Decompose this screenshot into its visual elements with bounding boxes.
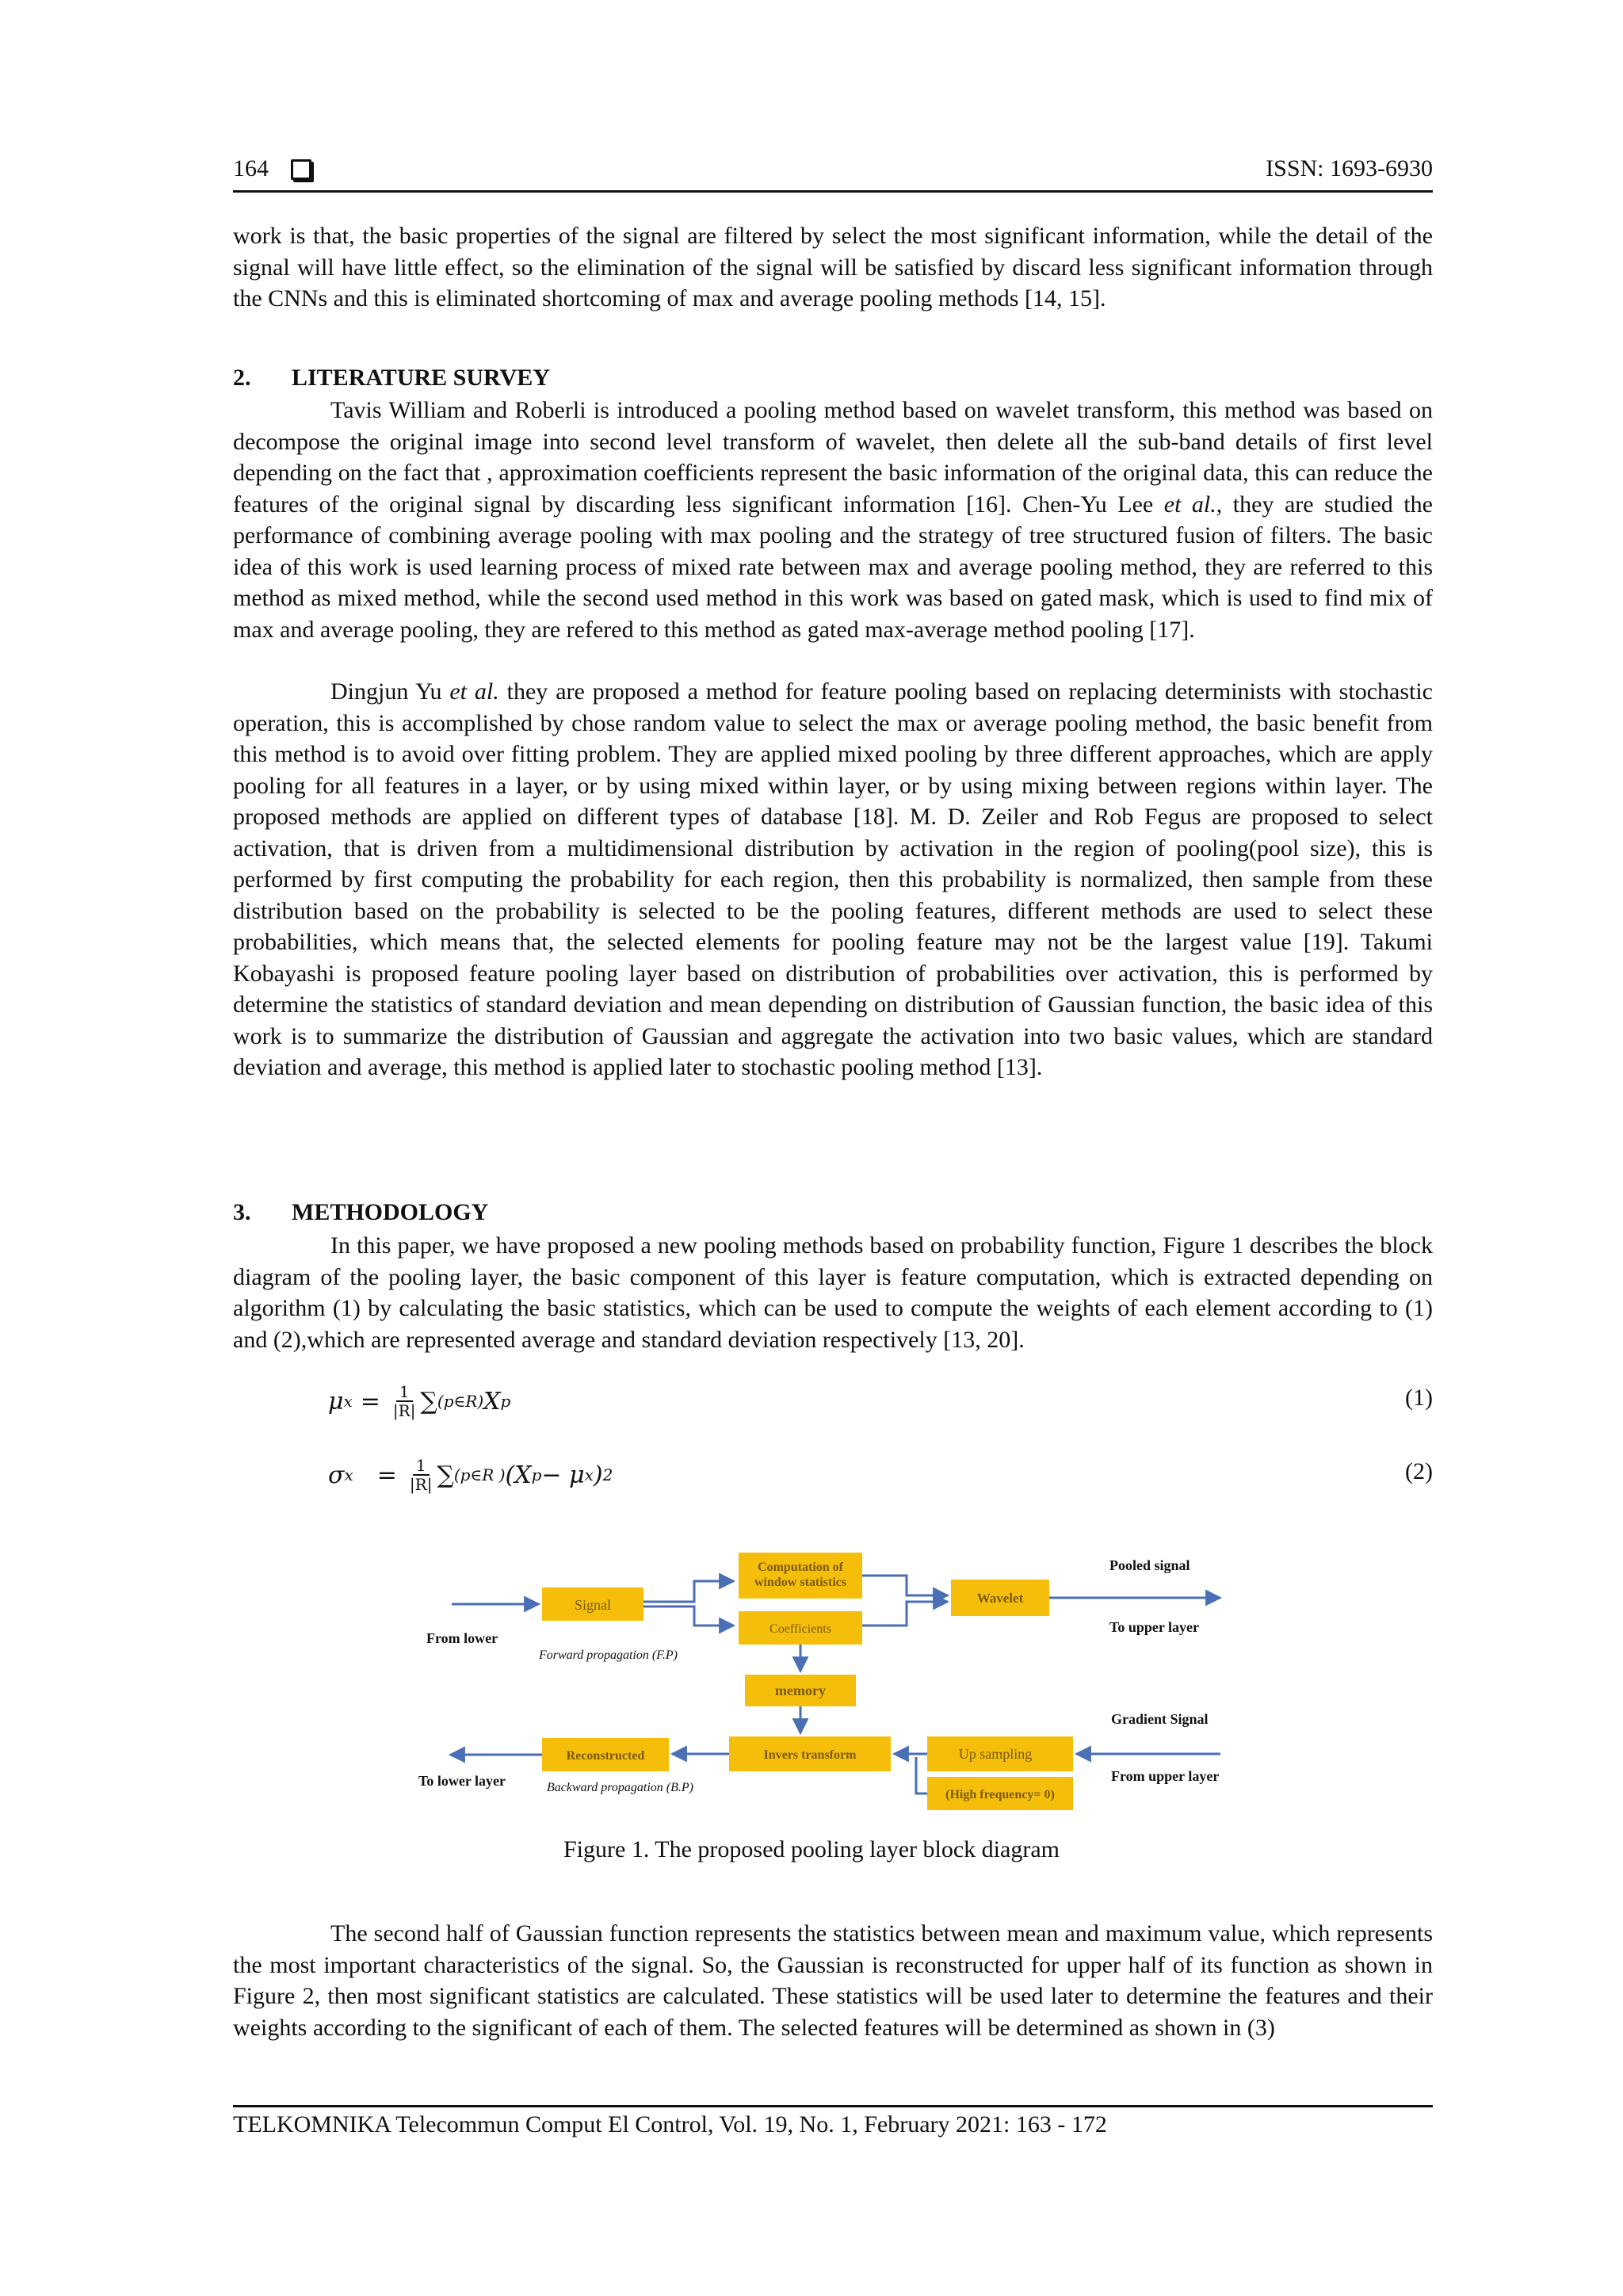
page-header-left [233,155,311,182]
forward-propagation-label: Forward propagation (F.P) [539,1648,678,1662]
coefficients-label: Coefficients [769,1622,831,1636]
figure-1-caption: Figure 1. The proposed pooling layer block diagram [563,1836,1060,1862]
footer-rule [233,2105,1433,2107]
text-run: , they are studied the performance of combining average pooling with max pooling and the strategy of tree structured fusion of filters. The basic idea of this work is used learning process of mixed rate between max and average pooling method, they are referred to this method as mixed method, while the second used method in this work was based on gated mask, which is used to find mix of max and average pooling, they are refered to this method as gated max-average method pooling [17]. [233,491,1433,643]
section-3-number: 3. [233,1199,251,1225]
eq-term: (X [505,1461,532,1489]
eq-sub: x [584,1465,594,1484]
pooled-signal-label: Pooled signal [1109,1557,1190,1573]
equation-2 [233,1447,1433,1503]
equation-1-formula [328,1373,510,1429]
arrow-high-to-inverse [916,1757,927,1794]
wavelet-label: Wavelet [976,1591,1024,1606]
section-3-title: METHODOLOGY [292,1199,489,1225]
eq-term: − μ [541,1461,585,1489]
section-2-number: 2. [233,365,251,391]
eq-equals: = [376,1461,397,1489]
header-rule [233,190,1433,193]
computation-label-line1: Computation of [757,1561,844,1574]
eq-term: ) [593,1461,603,1489]
reconstructed-label: Reconstructed [566,1749,645,1763]
text-run-italic: et al. [1163,491,1216,518]
eq-symbol: μ [328,1387,344,1415]
checkbox-icon [291,159,311,180]
equation-1 [233,1373,1433,1429]
eq-sub: p [500,1392,511,1411]
section-3-paragraph-1: In this paper, we have proposed a new pooling methods based on probability function, Figure 1 describes the block diagram of the pooling layer, the basic component of this layer is feature computation, which is extracted depending on algorithm (1) by calculating the basic statistics, which can be used to compute the weights of each element according to (1) and (2),which are represented average and standard deviation respectively [13, 20]. [233,1232,1433,1353]
text-run: they are proposed a method for feature pooling based on replacing determinists with stochastic operation, this is accomplished by chose random value to select the max or average pooling method, the basic benefit from this method is to avoid over fitting problem. They are applied mixed pooling by three different approaches, which are apply pooling for all features in a layer, or by using mixed within layer, or by using mixing between regions within layer. The proposed methods are applied on different types of database [18]. M. D. Zeiler and Rob Fegus are proposed to select activation, that is driven from a multidimensional distribution by activation in the region of pooling(pool size), this is performed by first computing the probability for each region, then this probability is normalized, then sample from these distribution based on the probability is selected to be the pooling features, different methods are used to select these probabilities, which means that, the selected elements for pooling feature may not be the largest value [19]. Takumi Kobayashi is proposed feature pooling layer based on distribution of probabilities over activation, this is performed by determine the statistics of standard deviation and mean depending on distribution of Gaussian function, the basic idea of this work is to summarize the distribution of Gaussian and aggregate the activation into two basic values, which are standard deviation and average, this method is applied later to stochastic pooling method [13]. [233,678,1433,1080]
section-2-paragraph-1 [233,395,1433,645]
signal-label: Signal [574,1597,612,1613]
frac-numerator: 1 [413,1457,430,1476]
gradient-signal-label: Gradient Signal [1111,1711,1209,1727]
section-3-heading [233,1199,488,1226]
eq-equals: = [360,1387,380,1415]
eq-symbol: σ [328,1461,345,1489]
eq-term: X [483,1387,501,1415]
section-2-heading [233,365,550,392]
eq-sub: (p∈R) [437,1392,484,1411]
block-diagram-svg [412,1549,1260,1819]
eq-sub: p [531,1465,542,1484]
figure-1-block-diagram [412,1549,1260,1819]
eq-fraction [410,1457,433,1493]
backward-propagation-label: Backward propagation (B.P) [547,1781,694,1794]
arrow-computation-to-wavelet [862,1576,948,1595]
section-3-paragraph-2: The second half of Gaussian function represents the statistics between mean and maximum value, which represents the most important characteristics of the signal. So, the Gaussian is reconstructed for upper half of its function as shown in Figure 2, then most significant statistics are calculated. These statistics will be used later to determine the features and their weights according to the significant of each of them. The selected features will be determined as shown in (3) [233,1920,1433,2041]
equation-2-number: (2) [1405,1458,1433,1484]
sum-symbol: ∑ [437,1461,454,1489]
computation-label-line2: window statistics [754,1576,847,1589]
from-lower-label: From lower [426,1630,498,1646]
arrow-coefficients-to-wavelet [862,1602,948,1626]
issn-label: ISSN: 1693-6930 [1266,155,1433,181]
section-2-title: LITERATURE SURVEY [292,365,550,391]
eq-fraction [393,1383,416,1419]
text-run-italic: et al. [449,678,499,705]
page-number: 164 [233,155,269,181]
text-run: Dingjun Yu [330,678,450,705]
eq-sub: x [344,1465,353,1484]
text-run: Tavis William and Roberli is introduced a pooling method based on wavelet transform, this method was based on decompose the original image into second level transform of wavelet, then delete all the sub-band details of first level depending on the fact that , approximation coefficients represent the basic information of the original data, this can reduce the features of the original signal by discarding less significant information [16]. Chen-Yu Lee [233,397,1433,518]
arrow-signal-to-coefficients [643,1606,734,1626]
arrow-signal-to-computation [643,1581,734,1602]
eq-sup: 2 [602,1465,613,1484]
to-upper-layer-label: To upper layer [1109,1619,1200,1635]
frac-denominator: |R| [392,1401,416,1420]
section-2-paragraph-2 [233,676,1433,1083]
frac-denominator: |R| [409,1475,433,1494]
up-sampling-label: Up sampling [958,1746,1033,1762]
from-upper-layer-label: From upper layer [1111,1768,1220,1784]
to-lower-layer-label: To lower layer [418,1773,506,1789]
sum-symbol: ∑ [420,1387,437,1415]
equation-1-number: (1) [1405,1385,1433,1411]
equation-2-formula [328,1447,613,1503]
memory-label: memory [775,1683,826,1698]
frac-numerator: 1 [396,1383,413,1402]
journal-footer: TELKOMNIKA Telecommun Comput El Control, Vol. 19, No. 1, February 2021: 163 - 172 [233,2111,1107,2137]
eq-sub: (p∈R ) [453,1465,506,1484]
inverse-transform-label: Invers transform [763,1748,857,1762]
eq-sub: x [343,1392,353,1411]
intro-paragraph: work is that, the basic properties of the signal are filtered by select the most significant information, while the detail of the signal will have little effect, so the elimination of the signal will be satisfied by discard less significant information through the CNNs and this is eliminated shortcoming of max and average pooling methods [14, 15]. [233,223,1433,311]
high-frequency-label: (High frequency= 0) [945,1788,1055,1801]
